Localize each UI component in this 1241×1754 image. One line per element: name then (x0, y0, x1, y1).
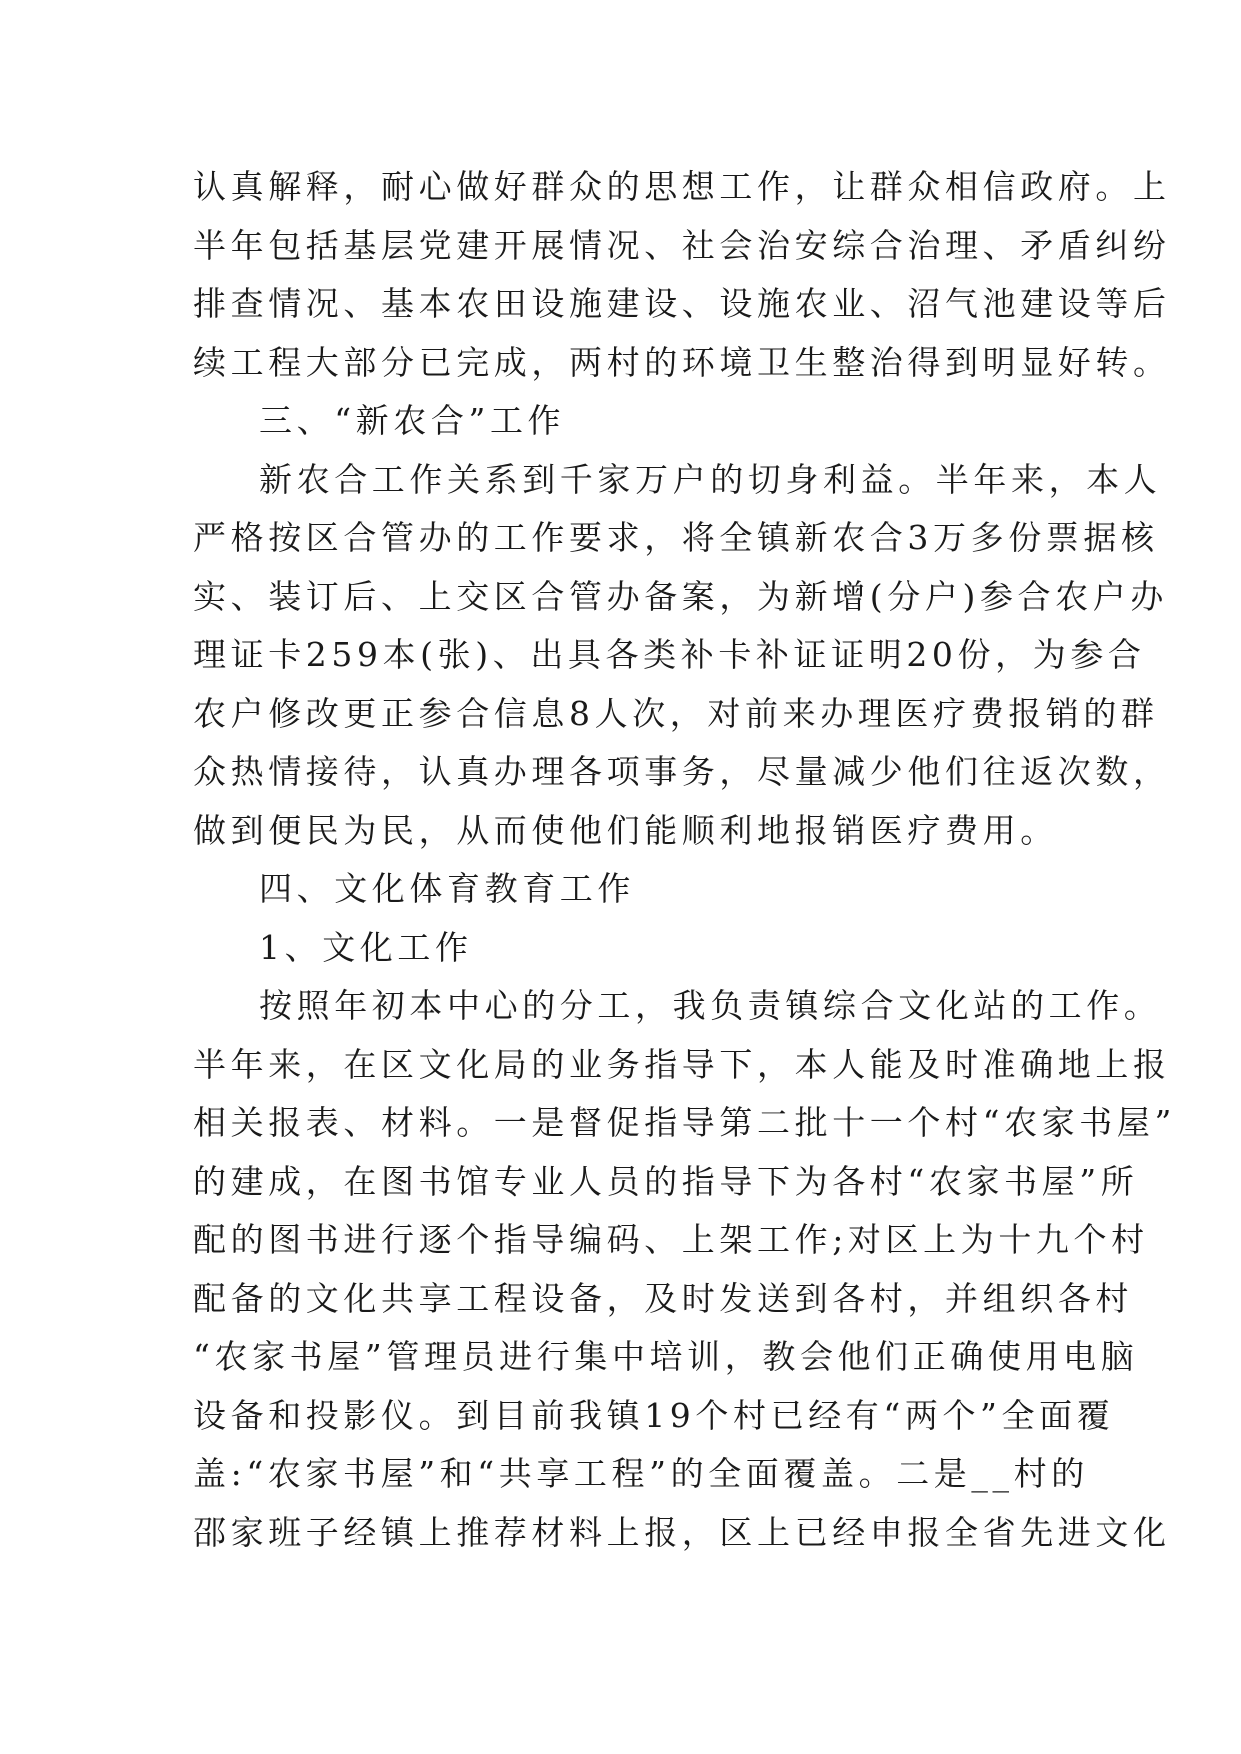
text-line: 的建成，在图书馆专业人员的指导下为各村“农家书屋”所 (193, 1161, 1139, 1201)
text-line: 排查情况、基本农田设施建设、设施农业、沼气池建设等后 (193, 284, 1171, 323)
text-line: 实、装订后、上交区合管办备案，为新增(分户)参合农户办 (193, 576, 1168, 616)
text-line: 半年来，在区文化局的业务指导下，本人能及时准确地上报 (193, 1044, 1171, 1084)
text-line: 农户修改更正参合信息8人次，对前来办理医疗费报销的群 (193, 693, 1159, 733)
text-line: “农家书屋”管理员进行集中培训，教会他们正确使用电脑 (193, 1337, 1139, 1376)
text-line: 配的图书进行逐个指导编码、上架工作;对区上为十九个村 (193, 1220, 1149, 1259)
text-line: 半年包括基层党建开展情况、社会治安综合治理、矛盾纠纷 (193, 225, 1171, 265)
paragraph-start-line: 按照年初本中心的分工，我负责镇综合文化站的工作。 (259, 986, 1162, 1025)
text-line: 相关报表、材料。一是督促指导第二批十一个村“农家书屋” (193, 1103, 1176, 1142)
text-line: 配备的文化共享工程设备，及时发送到各村，并组织各村 (193, 1278, 1133, 1318)
text-line: 认真解释，耐心做好群众的思想工作，让群众相信政府。上 (193, 167, 1171, 206)
text-line: 续工程大部分已完成，两村的环境卫生整治得到明显好转。 (193, 342, 1171, 382)
text-line: 众热情接待，认真办理各项事务，尽量减少他们往返次数， (193, 752, 1171, 791)
text-line: 设备和投影仪。到目前我镇19个村已经有“两个”全面覆 (193, 1395, 1115, 1435)
paragraph-start-line: 新农合工作关系到千家万户的切身利益。半年来，本人 (259, 459, 1162, 499)
section-heading: 四、文化体育教育工作 (259, 869, 635, 908)
text-line: 邵家班子经镇上推荐材料上报，区上已经申报全省先进文化 (193, 1512, 1171, 1552)
text-line: 理证卡259本(张)、出具各类补卡补证证明20份，为参合 (193, 635, 1146, 674)
text-line: 严格按区合管办的工作要求，将全镇新农合3万多份票据核 (193, 518, 1159, 557)
text-line: 盖:“农家书屋”和“共享工程”的全面覆盖。二是__村的 (193, 1454, 1089, 1493)
subsection-heading: 1、文化工作 (259, 927, 473, 967)
section-heading: 三、“新农合”工作 (259, 401, 566, 440)
text-line: 做到便民为民，从而使他们能顺利地报销医疗费用。 (193, 810, 1058, 850)
document-body (193, 158, 1176, 1562)
